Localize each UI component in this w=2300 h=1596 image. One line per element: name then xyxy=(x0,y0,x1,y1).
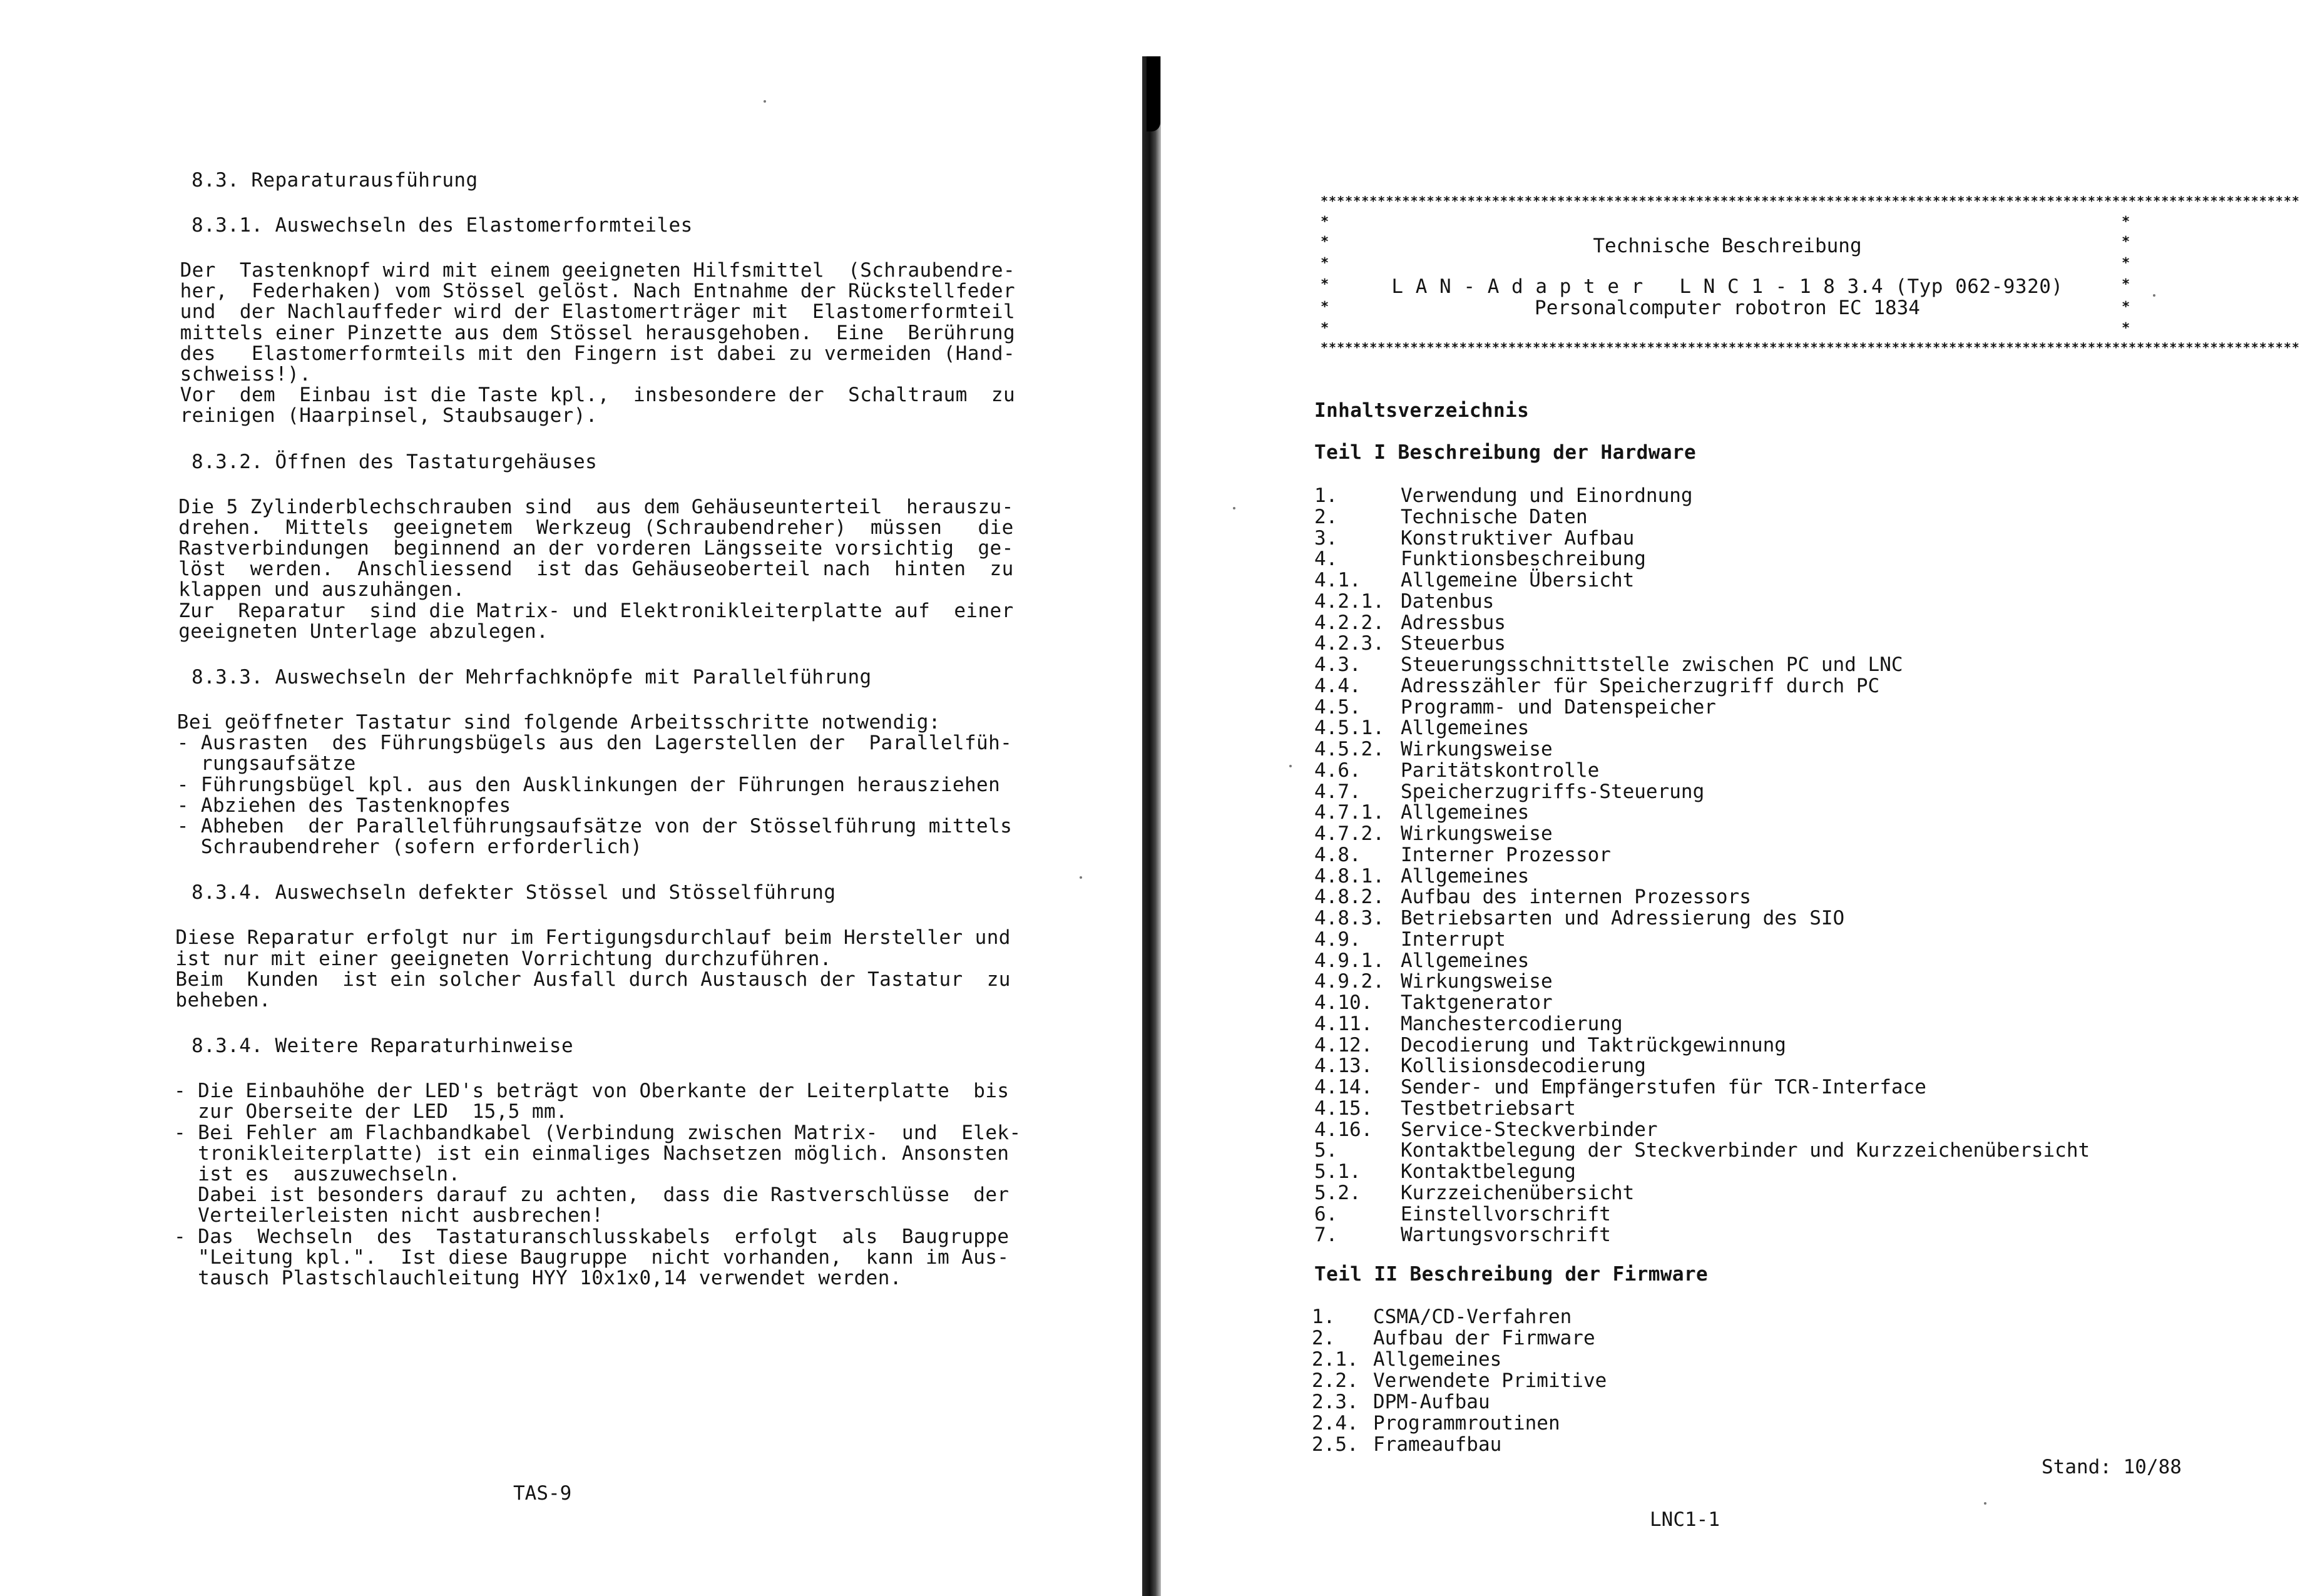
section-heading: 8.3.4. Auswechseln defekter Stössel und Stösselführung xyxy=(192,881,836,904)
paragraph-line: des Elastomerformteils mit den Fingern ist dabei zu vermeiden (Hand- xyxy=(180,342,1016,365)
toc-entry-number: 4.7.2. xyxy=(1314,822,1384,845)
toc-entry-number: 4.7. xyxy=(1314,780,1361,803)
toc-entry-number: 7. xyxy=(1314,1224,1338,1247)
paragraph-line: Der Tastenknopf wird mit einem geeigneten Hilfsmittel (Schraubendre- xyxy=(180,259,1016,282)
paragraph-line: reinigen (Haarpinsel, Staubsauger). xyxy=(180,404,598,427)
banner-star: * xyxy=(1321,320,1329,336)
toc-entry-number: 1. xyxy=(1314,484,1338,507)
toc-entry-title: Adressbus xyxy=(1401,611,1506,634)
toc-entry-number: 2. xyxy=(1312,1327,1336,1349)
toc-entry-number: 4.11. xyxy=(1314,1012,1373,1035)
banner-star: * xyxy=(1321,214,1329,230)
toc-entry-title: Testbetriebsart xyxy=(1401,1097,1576,1120)
toc-entry-number: 4.9.2. xyxy=(1314,970,1384,993)
toc-entry-title: Funktionsbeschreibung xyxy=(1401,548,1646,571)
toc-entry-title: Kollisionsdecodierung xyxy=(1401,1055,1646,1078)
toc-entry-number: 2.4. xyxy=(1312,1412,1359,1435)
toc-entry-number: 4.5.1. xyxy=(1314,717,1384,740)
section-heading: 8.3.3. Auswechseln der Mehrfachknöpfe mit Parallelführung xyxy=(192,666,872,688)
scan-speck xyxy=(1984,1502,1986,1505)
toc-entry-number: 4.9.1. xyxy=(1314,949,1384,972)
banner-star: * xyxy=(1321,255,1329,271)
paragraph-line: und der Nachlauffeder wird der Elastomerträger mit Elastomerformteil xyxy=(180,300,1016,324)
paragraph-line: klappen und auszuhängen. xyxy=(178,578,465,601)
toc-entry-title: Manchestercodierung xyxy=(1401,1012,1623,1035)
toc-entry-number: 4.2.1. xyxy=(1314,590,1384,613)
toc-entry-title: Wirkungsweise xyxy=(1401,970,1553,993)
toc-entry-number: 4.5. xyxy=(1314,695,1361,719)
banner-computer-line: Personalcomputer robotron EC 1834 xyxy=(1535,297,1920,319)
scan-speck xyxy=(1289,765,1292,767)
toc-entry-number: 5.2. xyxy=(1314,1181,1361,1204)
toc-entry-title: Allgemeine Übersicht xyxy=(1401,569,1635,591)
toc-entry-number: 4.9. xyxy=(1314,928,1361,951)
banner-star: * xyxy=(2122,277,2130,292)
paragraph-line: mittels einer Pinzette aus dem Stössel herausgehoben. Eine Berührung xyxy=(180,321,1016,344)
paragraph-line: - Bei Fehler am Flachbandkabel (Verbindung zwischen Matrix- und Elek- xyxy=(174,1121,1021,1144)
toc-entry-number: 2.5. xyxy=(1312,1433,1359,1456)
toc-entry-title: Wirkungsweise xyxy=(1401,738,1553,760)
toc-entry-number: 4. xyxy=(1314,548,1338,571)
toc-entry-title: Speicherzugriffs-Steuerung xyxy=(1401,780,1705,803)
toc-heading: Inhaltsverzeichnis xyxy=(1314,399,1530,422)
toc-entry-title: Kurzzeichenübersicht xyxy=(1401,1181,1635,1204)
toc-entry-number: 4.10. xyxy=(1314,991,1373,1014)
toc-entry-title: Interrupt xyxy=(1401,928,1506,951)
paragraph-line: Vor dem Einbau ist die Taste kpl., insbesondere der Schaltraum zu xyxy=(180,384,1016,407)
paragraph-line: beheben. xyxy=(175,989,271,1011)
paragraph-line: Rastverbindungen beginnend an der vorderen Längsseite vorsichtig ge- xyxy=(178,537,1014,560)
banner-adapter-line: L A N - A d a p t e r L N C 1 - 1 8 3.4 (Typ 062-9320) xyxy=(1391,275,2063,298)
toc-entry-title: Verwendete Primitive xyxy=(1373,1369,1607,1392)
banner-bottom-rule: ************************************************************************************************************************ xyxy=(1321,340,2300,355)
paragraph-line: - Abheben der Parallelführungsaufsätze von der Stösselführung mittels xyxy=(176,815,1013,837)
toc-entry-number: 4.14. xyxy=(1314,1076,1373,1098)
toc-entry-title: Sender- und Empfängerstufen für TCR-Interface xyxy=(1401,1076,1926,1098)
toc-entry-number: 4.8. xyxy=(1314,843,1361,866)
toc-entry-number: 5.1. xyxy=(1314,1160,1361,1183)
paragraph-line: Schraubendreher (sofern erforderlich) xyxy=(176,836,643,859)
toc-entry-title: Technische Daten xyxy=(1401,505,1588,528)
toc-entry-title: Allgemeines xyxy=(1373,1348,1502,1371)
paragraph-line: drehen. Mittels geeignetem Werkzeug (Schraubendreher) müssen die xyxy=(178,516,1014,539)
toc-entry-title: Programmroutinen xyxy=(1373,1412,1560,1435)
toc-entry-title: Paritätskontrolle xyxy=(1401,759,1600,782)
banner-top-rule: ************************************************************************************************************************ xyxy=(1321,193,2300,208)
paragraph-line: ist es auszuwechseln. xyxy=(174,1163,461,1185)
scan-speck xyxy=(1080,876,1082,879)
toc-entry-title: Aufbau der Firmware xyxy=(1373,1327,1595,1349)
toc-entry-number: 4.4. xyxy=(1314,674,1361,697)
paragraph-line: Bei geöffneter Tastatur sind folgende Arbeitsschritte notwendig: xyxy=(176,711,941,734)
toc-entry-number: 4.2.2. xyxy=(1314,611,1384,634)
toc-entry-number: 3. xyxy=(1314,526,1338,550)
paragraph-line: geeigneten Unterlage abzulegen. xyxy=(178,620,549,643)
banner-star: * xyxy=(2122,234,2130,250)
toc-entry-number: 4.5.2. xyxy=(1314,738,1384,760)
toc-entry-title: Kontaktbelegung xyxy=(1401,1160,1576,1183)
toc-entry-number: 4.13. xyxy=(1314,1055,1373,1078)
toc-entry-title: Allgemeines xyxy=(1401,864,1530,888)
toc-entry-title: Wirkungsweise xyxy=(1401,822,1553,845)
paragraph-line: her, Federhaken) vom Stössel gelöst. Nach Entnahme der Rückstellfeder xyxy=(180,280,1016,303)
banner-star: * xyxy=(1321,234,1329,250)
section-heading: 8.3.1. Auswechseln des Elastomerformteiles xyxy=(192,214,693,237)
paragraph-line: schweiss!). xyxy=(180,363,312,386)
scan-speck xyxy=(1233,507,1235,509)
banner-star: * xyxy=(2122,320,2130,336)
toc-entry-number: 4.15. xyxy=(1314,1097,1373,1120)
toc-entry-number: 2.1. xyxy=(1312,1348,1359,1371)
toc-entry-number: 4.1. xyxy=(1314,569,1361,591)
part1-heading: Teil I Beschreibung der Hardware xyxy=(1314,441,1697,464)
toc-entry-title: Einstellvorschrift xyxy=(1401,1202,1611,1225)
section-heading: 8.3. Reparaturausführung xyxy=(192,169,478,192)
toc-entry-title: Taktgenerator xyxy=(1401,991,1553,1014)
toc-entry-number: 4.8.1. xyxy=(1314,864,1384,888)
toc-entry-number: 2. xyxy=(1314,505,1338,528)
banner-star: * xyxy=(1321,299,1329,315)
toc-entry-title: Steuerungsschnittstelle zwischen PC und LNC xyxy=(1401,653,1903,676)
banner-title: Technische Beschreibung xyxy=(1593,235,1862,257)
toc-entry-number: 4.8.2. xyxy=(1314,886,1384,909)
paragraph-line: - Die Einbauhöhe der LED's beträgt von Oberkante der Leiterplatte bis xyxy=(174,1080,1009,1103)
paragraph-line: Die 5 Zylinderblechschrauben sind aus dem Gehäuseunterteil herauszu- xyxy=(178,495,1014,518)
section-heading: 8.3.2. Öffnen des Tastaturgehäuses xyxy=(192,450,598,473)
part2-heading: Teil II Beschreibung der Firmware xyxy=(1314,1263,1709,1286)
toc-entry-title: Aufbau des internen Prozessors xyxy=(1401,886,1751,909)
toc-entry-title: Interner Prozessor xyxy=(1401,843,1611,866)
toc-entry-title: Datenbus xyxy=(1401,590,1495,613)
paragraph-line: zur Oberseite der LED 15,5 mm. xyxy=(174,1100,568,1123)
paragraph-line: Zur Reparatur sind die Matrix- und Elektronikleiterplatte auf einer xyxy=(178,599,1014,622)
toc-entry-title: Betriebsarten und Adressierung des SIO xyxy=(1401,907,1845,929)
toc-entry-title: Steuerbus xyxy=(1401,632,1506,655)
banner-star: * xyxy=(2122,299,2130,315)
toc-entry-title: Service-Steckverbinder xyxy=(1401,1118,1658,1141)
toc-entry-number: 4.6. xyxy=(1314,759,1361,782)
toc-entry-title: Programm- und Datenspeicher xyxy=(1401,695,1716,719)
paragraph-line: - Ausrasten des Führungsbügels aus den Lagerstellen der Parallelfüh- xyxy=(176,732,1013,755)
right-page-number: LNC1-1 xyxy=(1650,1508,1720,1531)
toc-entry-title: Adresszähler für Speicherzugriff durch PC xyxy=(1401,674,1880,697)
toc-entry-title: Konstruktiver Aufbau xyxy=(1401,526,1635,550)
paragraph-line: - Führungsbügel kpl. aus den Ausklinkungen der Führungen herausziehen xyxy=(176,773,1001,796)
paragraph-line: tausch Plastschlauchleitung HYY 10x1x0,14 verwendet werden. xyxy=(174,1267,902,1289)
toc-entry-title: CSMA/CD-Verfahren xyxy=(1373,1306,1572,1328)
toc-entry-number: 4.8.3. xyxy=(1314,907,1384,929)
toc-entry-title: Decodierung und Taktrückgewinnung xyxy=(1401,1033,1786,1056)
toc-entry-number: 2.2. xyxy=(1312,1369,1359,1392)
toc-entry-number: 4.2.3. xyxy=(1314,632,1384,655)
toc-entry-title: Frameaufbau xyxy=(1373,1433,1502,1456)
paragraph-line: Verteilerleisten nicht ausbrechen! xyxy=(174,1204,604,1227)
banner-star: * xyxy=(2122,214,2130,230)
toc-entry-title: Allgemeines xyxy=(1401,949,1530,972)
toc-entry-title: Wartungsvorschrift xyxy=(1401,1224,1611,1247)
banner-star: * xyxy=(2122,255,2130,271)
paragraph-line: - Abziehen des Tastenknopfes xyxy=(176,794,511,817)
toc-entry-title: DPM-Aufbau xyxy=(1373,1391,1490,1413)
paragraph-line: Diese Reparatur erfolgt nur im Fertigungsdurchlauf beim Hersteller und xyxy=(175,926,1011,949)
toc-entry-number: 6. xyxy=(1314,1202,1338,1225)
toc-entry-number: 5. xyxy=(1314,1139,1338,1162)
paragraph-line: Dabei ist besonders darauf zu achten, dass die Rastverschlüsse der xyxy=(174,1184,1009,1207)
stand-date: Stand: 10/88 xyxy=(2042,1456,2182,1478)
paragraph-line: löst werden. Anschliessend ist das Gehäuseoberteil nach hinten zu xyxy=(178,558,1014,581)
toc-entry-number: 4.7.1. xyxy=(1314,801,1384,824)
banner-star: * xyxy=(1321,277,1329,292)
paragraph-line: - Das Wechseln des Tastaturanschlusskabels erfolgt als Baugruppe xyxy=(174,1225,1009,1248)
toc-entry-title: Verwendung und Einordnung xyxy=(1401,484,1693,507)
scan-speck xyxy=(764,100,766,103)
toc-entry-title: Allgemeines xyxy=(1401,717,1530,740)
toc-entry-title: Kontaktbelegung der Steckverbinder und Kurzzeichenübersicht xyxy=(1401,1139,2090,1162)
toc-entry-number: 1. xyxy=(1312,1306,1336,1328)
toc-entry-number: 4.16. xyxy=(1314,1118,1373,1141)
paragraph-line: tronikleiterplatte) ist ein einmaliges Nachsetzen möglich. Ansonsten xyxy=(174,1142,1009,1165)
scan-speck xyxy=(2153,294,2155,297)
paragraph-line: "Leitung kpl.". Ist diese Baugruppe nicht vorhanden, kann im Aus- xyxy=(174,1246,1009,1269)
left-page-number: TAS-9 xyxy=(513,1482,572,1505)
paragraph-line: ist nur mit einer geeigneten Vorrichtung durchzuführen. xyxy=(175,947,832,970)
toc-entry-number: 4.3. xyxy=(1314,653,1361,676)
left-page xyxy=(0,0,1145,1596)
toc-entry-title: Allgemeines xyxy=(1401,801,1530,824)
paragraph-line: rungsaufsätze xyxy=(176,752,356,775)
section-heading: 8.3.4. Weitere Reparaturhinweise xyxy=(192,1035,574,1058)
paragraph-line: Beim Kunden ist ein solcher Ausfall durch Austausch der Tastatur zu xyxy=(175,968,1011,991)
toc-entry-number: 2.3. xyxy=(1312,1391,1359,1413)
toc-entry-number: 4.12. xyxy=(1314,1033,1373,1056)
